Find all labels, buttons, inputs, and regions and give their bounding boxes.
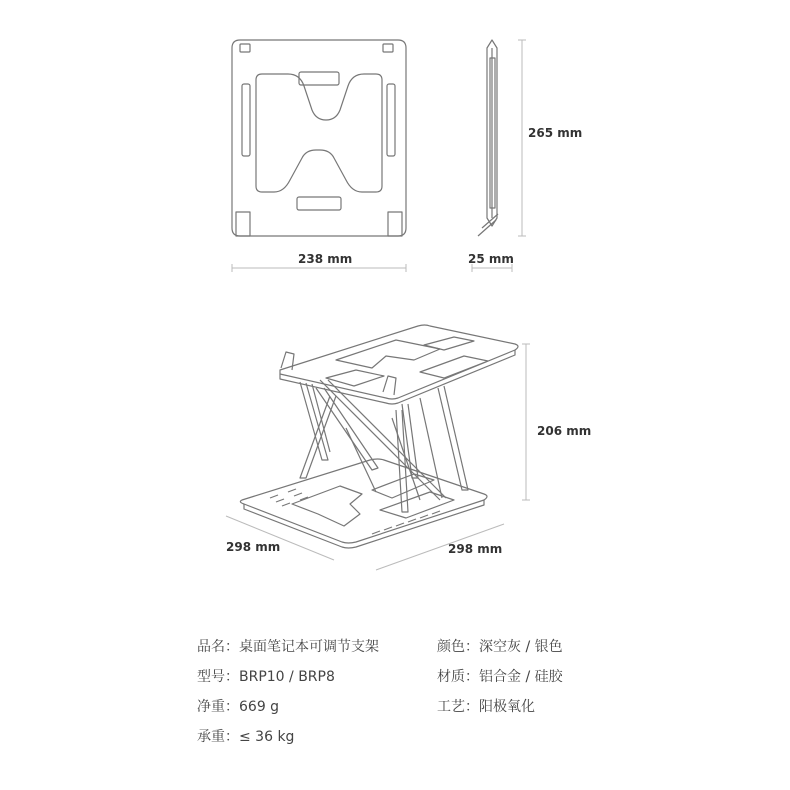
side-depth-label: 25 mm (468, 252, 514, 266)
spec-color (437, 636, 563, 656)
spec-model-label: 型号： (197, 669, 239, 685)
base-right-label: 298 mm (448, 542, 503, 556)
spec-name-value: 桌面笔记本可调节支架 (239, 639, 379, 655)
front-height-label: 265 mm (528, 126, 583, 140)
spec-color-value: 深空灰 / 银色 (479, 639, 563, 655)
side-view-profile (478, 40, 498, 236)
spec-material-value: 铝合金 / 硅胶 (479, 669, 563, 685)
spec-weight (197, 696, 279, 716)
spec-name-label: 品名： (197, 639, 239, 655)
base-left-label: 298 mm (226, 540, 281, 554)
spec-load (197, 726, 294, 746)
spec-process-value: 阳极氧化 (479, 699, 535, 715)
spec-material (437, 666, 563, 686)
isometric-stand (240, 325, 518, 548)
front-width-label: 238 mm (298, 252, 353, 266)
spec-process-label: 工艺： (437, 699, 479, 715)
spec-load-value: ≤ 36 kg (239, 729, 295, 745)
spec-color-label: 颜色： (437, 639, 479, 655)
spec-name (197, 636, 379, 656)
spec-load-label: 承重： (197, 729, 239, 745)
spec-material-label: 材质： (437, 669, 479, 685)
spec-weight-label: 净重： (197, 699, 239, 715)
stand-height-label: 206 mm (537, 424, 592, 438)
spec-model-value: BRP10 / BRP8 (239, 669, 335, 685)
spec-weight-value: 669 g (239, 699, 280, 715)
spec-model (197, 666, 335, 686)
spec-process (437, 696, 535, 716)
front-view-plate (232, 40, 406, 236)
